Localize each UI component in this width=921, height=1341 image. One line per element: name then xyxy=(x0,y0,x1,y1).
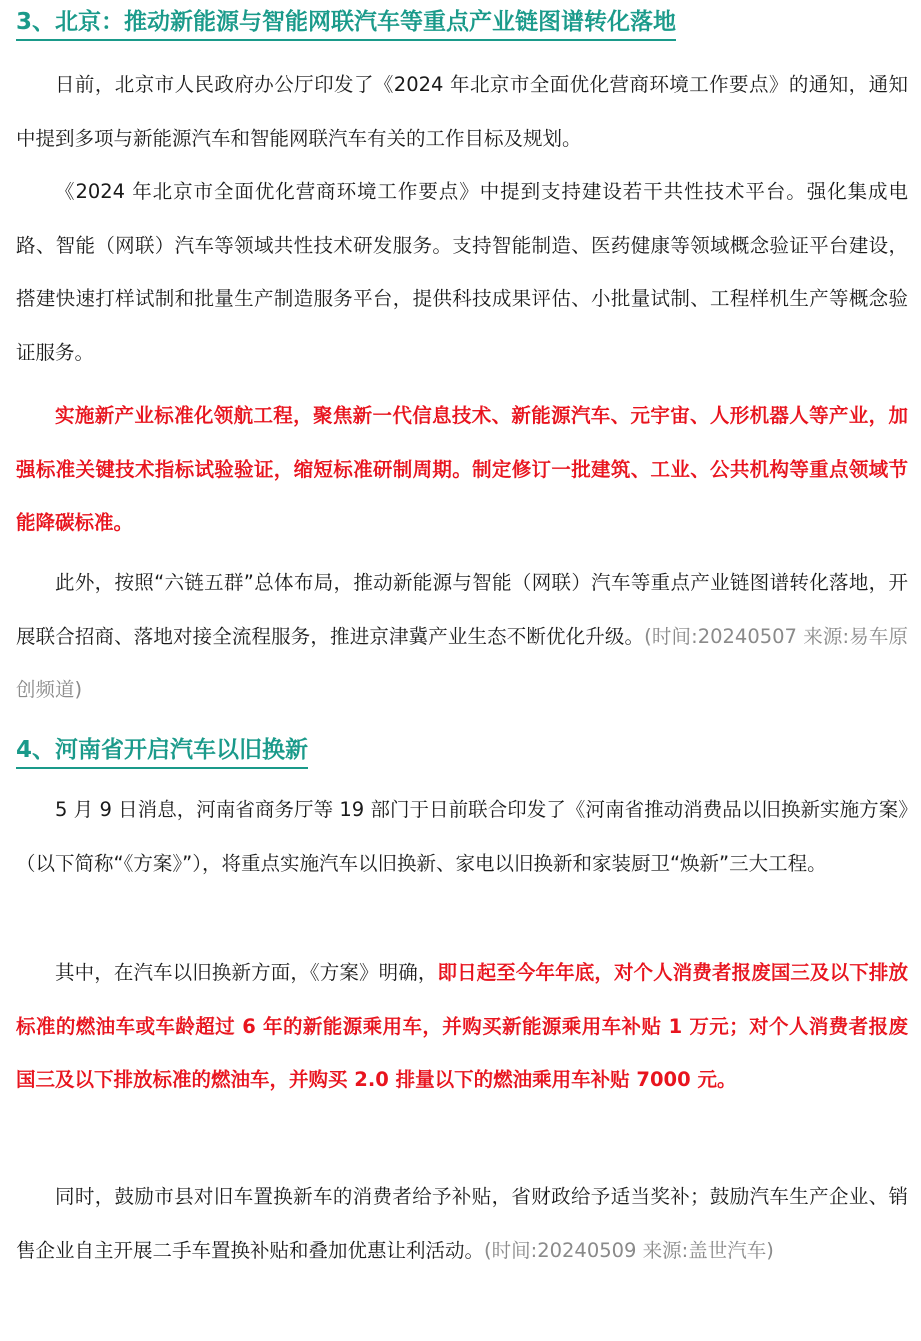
section-3-emphasis-text: 实施新产业标准化领航工程，聚焦新一代信息技术、新能源汽车、元宇宙、人形机器人等产业，加强标准关键技术指标试验验证，缩短标准研制周期。制定修订一批建筑、工业、公共机构等重点领域节能降碳标准。 xyxy=(16,404,908,534)
section-3-paragraph-2 xyxy=(16,165,908,379)
section-3-paragraph-3 xyxy=(16,389,908,550)
section-4-paragraph-3 xyxy=(16,1170,908,1277)
section-3-paragraph-4 xyxy=(16,556,908,717)
section-3-paragraph-4-text: 此外，按照“六链五群”总体布局，推动新能源与智能（网联）汽车等重点产业链图谱转化落地，开展联合招商、落地对接全流程服务，推进京津冀产业生态不断优化升级。 xyxy=(16,571,908,648)
section-3-paragraph-2-text: 《2024 年北京市全面优化营商环境工作要点》中提到支持建设若干共性技术平台。强化集成电路、智能（网联）汽车等领域共性技术研发服务。支持智能制造、医药健康等领域概念验证平台建设，搭建快速打样试制和批量生产制造服务平台，提供科技成果评估、小批量试制、工程样机生产等概念验证服务。 xyxy=(16,180,908,364)
section-3-heading: 3、北京：推动新能源与智能网联汽车等重点产业链图谱转化落地 xyxy=(16,6,676,41)
section-4-emphasis-text: 即日起至今年年底，对个人消费者报废国三及以下排放标准的燃油车或车龄超过 6 年的新能源乘用车，并购买新能源乘用车补贴 1 万元；对个人消费者报废国三及以下排放标准的燃油车，并购买 2.0 排量以下的燃油乘用车补贴 7000 元。 xyxy=(16,961,908,1091)
section-4-paragraph-2 xyxy=(16,946,908,1107)
section-3-source-note: (时间:20240507 来源:易车原创频道) xyxy=(16,624,908,701)
section-3-paragraph-1-text: 日前，北京市人民政府办公厅印发了《2024 年北京市全面优化营商环境工作要点》的通知，通知中提到多项与新能源汽车和智能网联汽车有关的工作目标及规划。 xyxy=(16,73,908,150)
section-4-paragraph-3-text: 同时，鼓励市县对旧车置换新车的消费者给予补贴，省财政给予适当奖补；鼓励汽车生产企业、销售企业自主开展二手车置换补贴和叠加优惠让利活动。 xyxy=(16,1185,908,1262)
section-4-source-note: (时间:20240509 来源:盖世汽车) xyxy=(484,1238,774,1262)
section-4-paragraph-1 xyxy=(16,783,908,890)
section-4-heading: 4、河南省开启汽车以旧换新 xyxy=(16,734,308,769)
section-3-paragraph-1 xyxy=(16,58,908,165)
section-4-paragraph-2-lead: 其中，在汽车以旧换新方面，《方案》明确， xyxy=(55,961,438,984)
section-4-paragraph-1-text: 5 月 9 日消息，河南省商务厅等 19 部门于日前联合印发了《河南省推动消费品以旧换新实施方案》（以下简称“《方案》”），将重点实施汽车以旧换新、家电以旧换新和家装厨卫“焕新”三大工程。 xyxy=(16,798,908,875)
